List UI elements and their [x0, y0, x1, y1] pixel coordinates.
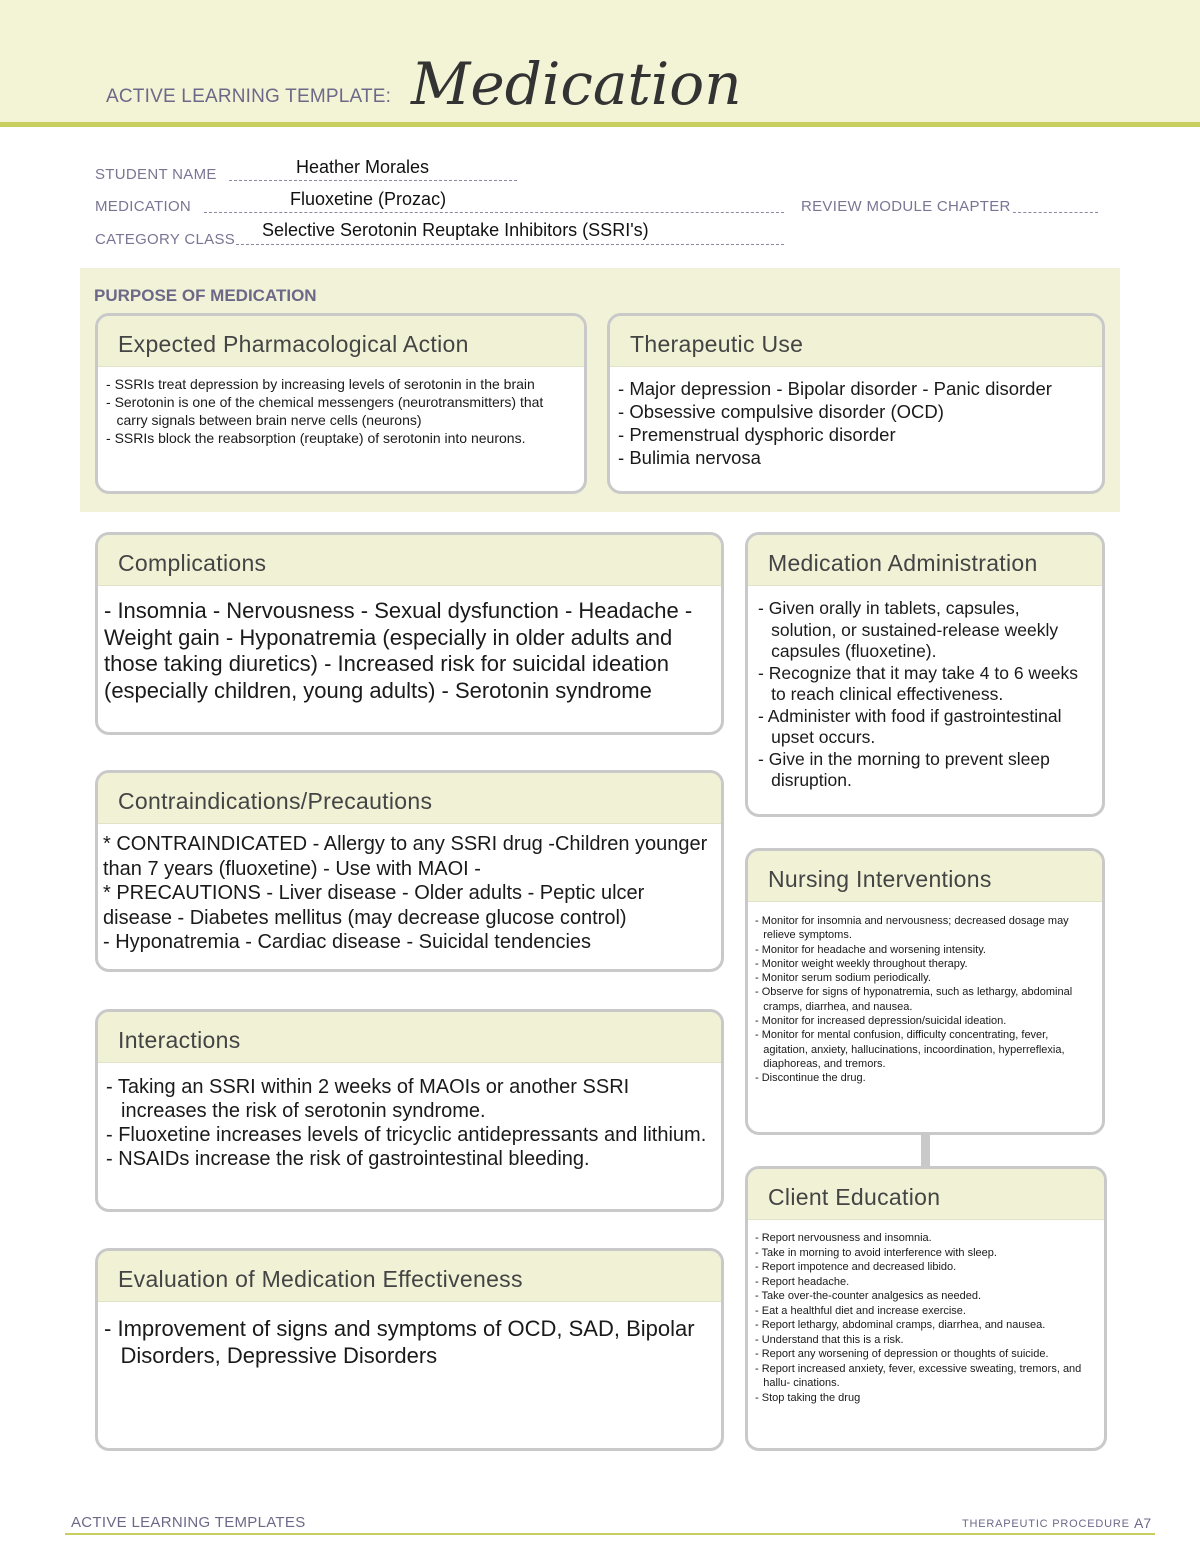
medication-line: [204, 212, 784, 213]
bullet-dash: -: [758, 662, 769, 683]
evaluation-title: Evaluation of Medication Effectiveness: [98, 1251, 721, 1302]
list-item-text: Report any worsening of depression or thoughts of suicide.: [761, 1348, 1049, 1360]
medication-field[interactable]: Fluoxetine (Prozac): [290, 189, 447, 209]
medication-label: MEDICATION: [95, 198, 192, 215]
list-item: [106, 429, 572, 447]
bullet-dash: -: [618, 447, 630, 468]
header-divider: [0, 122, 1200, 127]
list-item: [755, 1347, 1092, 1362]
list-item: [755, 957, 1088, 971]
bullet-dash: -: [618, 424, 630, 445]
expected-title: Expected Pharmacological Action: [98, 316, 584, 367]
list-item-text: Report increased anxiety, fever, excessive sweating, tremors, and hallu- cinations.: [761, 1362, 1082, 1389]
bullet-dash: -: [106, 1124, 119, 1146]
list-item: [755, 1304, 1092, 1319]
list-item: [755, 943, 1088, 957]
list-item: [104, 598, 711, 704]
bullet-dash: -: [106, 376, 115, 392]
purpose-title: PURPOSE OF MEDICATION: [94, 286, 317, 305]
list-item-text: Monitor for increased depression/suicidal ideation.: [761, 1015, 1007, 1028]
nursing-list: [748, 902, 1102, 1086]
list-item-text: Monitor for insomnia and nervousness; decreased dosage may relieve symptoms.: [761, 915, 1069, 942]
footer-left: ACTIVE LEARNING TEMPLATES: [71, 1514, 306, 1531]
list-item-text: * PRECAUTIONS - Liver disease - Older adults - Peptic ulcer disease - Diabetes mellitus (may decrease glucose control): [103, 882, 645, 929]
list-item-text: Take over-the-counter analgesics as needed.: [761, 1290, 982, 1302]
list-item: [755, 1333, 1092, 1348]
bullet-dash: -: [755, 986, 762, 999]
bullet-dash: -: [755, 1261, 762, 1273]
list-item: [755, 1289, 1092, 1304]
education-title: Client Education: [748, 1169, 1104, 1220]
evaluation-list: [98, 1302, 721, 1369]
list-item: [106, 1075, 711, 1123]
bullet-dash: -: [758, 705, 768, 726]
list-item-text: Give in the morning to prevent sleep disruption.: [768, 748, 1050, 790]
contraindications-box: [95, 770, 724, 972]
list-item-text: Monitor for headache and worsening intensity.: [761, 943, 986, 956]
student-name-label: STUDENT NAME: [95, 166, 217, 183]
bullet-dash: -: [106, 1076, 118, 1098]
interactions-box: [95, 1009, 724, 1212]
review-module-field[interactable]: [1013, 212, 1098, 213]
list-item-text: Improvement of signs and symptoms of OCD, SAD, Bipolar Disorders, Depressive Disorders: [117, 1316, 695, 1368]
list-item: [618, 400, 1092, 423]
bullet-dash: -: [755, 1391, 762, 1404]
complications-title: Complications: [98, 535, 721, 586]
list-item: [755, 971, 1088, 985]
list-item-text: Given orally in tablets, capsules, solution, or sustained-release weekly capsules (fluoxetine).: [768, 598, 1059, 661]
bullet-dash: -: [755, 1290, 762, 1302]
list-item: [755, 1246, 1092, 1261]
list-item: [103, 930, 711, 955]
list-item-text: Report headache.: [761, 1275, 850, 1288]
review-module-label: REVIEW MODULE CHAPTER: [801, 198, 1011, 215]
list-item: [618, 377, 1092, 400]
list-item-text: SSRIs block the reabsorption (reuptake) of serotonin into neurons.: [114, 430, 526, 446]
list-item: [104, 1315, 711, 1369]
list-item-text: * CONTRAINDICATED - Allergy to any SSRI drug -Children younger than 7 years (fluoxetine) - Use with MAOI -: [103, 833, 708, 880]
bullet-dash: -: [104, 1316, 118, 1341]
list-item: [618, 446, 1092, 469]
list-item: [618, 423, 1092, 446]
list-item-text: Report lethargy, abdominal cramps, diarrhea, and nausea.: [761, 1319, 1046, 1331]
list-item-text: Fluoxetine increases levels of tricyclic antidepressants and lithium.: [118, 1124, 707, 1146]
list-item-text: Serotonin is one of the chemical messengers (neurotransmitters) that carry signals between brain nerve cells (neurons): [114, 394, 544, 428]
bullet-dash: -: [618, 378, 630, 399]
footer-divider: [65, 1533, 1155, 1535]
bullet-dash: -: [758, 748, 769, 769]
bullet-dash: -: [618, 401, 630, 422]
student-name-line: [229, 180, 517, 181]
list-item-text: Take in morning to avoid interference with sleep.: [761, 1246, 997, 1259]
nursing-interventions-box: [745, 848, 1105, 1135]
bullet-dash: -: [755, 1029, 762, 1042]
student-name-field[interactable]: Heather Morales: [296, 157, 430, 177]
evaluation-box: [95, 1248, 724, 1451]
bullet-dash: -: [106, 1148, 119, 1170]
therapeutic-use-box: [607, 313, 1105, 494]
list-item-text: Taking an SSRI within 2 weeks of MAOIs or another SSRI increases the risk of serotonin syndrome.: [117, 1076, 630, 1122]
bullet-dash: -: [755, 1304, 762, 1317]
page-title: Medication: [411, 50, 742, 118]
bullet-dash: -: [106, 394, 115, 410]
list-item-text: Major depression - Bipolar disorder - Panic disorder: [629, 378, 1052, 399]
list-item: [103, 881, 711, 930]
list-item-text: Recognize that it may take 4 to 6 weeks to reach clinical effectiveness.: [768, 662, 1079, 704]
category-line: [236, 244, 784, 245]
list-item-text: Report nervousness and insomnia.: [761, 1232, 932, 1244]
nursing-title: Nursing Interventions: [748, 851, 1102, 902]
bullet-dash: -: [755, 915, 762, 927]
list-item: [755, 1260, 1092, 1275]
list-item-text: - Insomnia - Nervousness - Sexual dysfunction - Headache - Weight gain - Hyponatremia (especially in older adults and those taking diuretics) - Increased risk for suicidal ideation (especially children, young adults) - Serotonin syndrome: [104, 598, 693, 703]
list-item-text: Eat a healthful diet and increase exercise.: [761, 1304, 966, 1317]
category-class-label: CATEGORY CLASS: [95, 231, 236, 248]
list-item-text: Monitor for mental confusion, difficulty concentrating, fever, agitation, anxiety, hallucinations, incoordination, hyperreflexia, diaphoreas, and tremors.: [761, 1029, 1065, 1070]
bullet-dash: -: [755, 1232, 762, 1244]
list-item-text: Discontinue the drug.: [761, 1072, 866, 1085]
page-number: A7: [1134, 1515, 1152, 1531]
list-item: [758, 663, 1088, 706]
box-connector: [921, 1135, 930, 1166]
list-item-text: Observe for signs of hyponatremia, such as lethargy, abdominal cramps, diarrhea, and nausea.: [761, 986, 1073, 1013]
list-item-text: SSRIs treat depression by increasing levels of serotonin in the brain: [114, 376, 535, 392]
list-item: [755, 1231, 1092, 1246]
list-item-text: Monitor serum sodium periodically.: [761, 972, 931, 985]
list-item: [106, 1123, 711, 1147]
bullet-dash: -: [755, 1362, 762, 1375]
list-item-text: - Hyponatremia - Cardiac disease - Suicidal tendencies: [103, 931, 592, 953]
list-item-text: Monitor weight weekly throughout therapy.: [761, 957, 968, 970]
bullet-dash: -: [755, 1333, 762, 1346]
bullet-dash: -: [755, 1275, 762, 1288]
list-item: [758, 706, 1088, 749]
contraindications-list: [98, 824, 721, 955]
therapeutic-list: [610, 367, 1102, 469]
list-item: [755, 1318, 1092, 1333]
interactions-title: Interactions: [98, 1012, 721, 1063]
bullet-dash: -: [755, 972, 762, 985]
contraindications-title: Contraindications/Precautions: [98, 773, 721, 824]
list-item: [106, 393, 572, 429]
complications-box: [95, 532, 724, 735]
list-item-text: Premenstrual dysphoric disorder: [629, 424, 896, 445]
list-item: [755, 1014, 1088, 1028]
client-education-box: [745, 1166, 1107, 1451]
expected-action-box: [95, 313, 587, 494]
list-item: [755, 1391, 1092, 1406]
list-item-text: Understand that this is a risk.: [761, 1333, 904, 1346]
list-item: [106, 375, 572, 393]
bullet-dash: -: [758, 598, 769, 618]
list-item-text: Stop taking the drug: [761, 1391, 861, 1404]
list-item: [103, 832, 711, 881]
interactions-list: [98, 1063, 721, 1171]
administration-title: Medication Administration: [748, 535, 1102, 586]
bullet-dash: -: [755, 1015, 762, 1028]
therapeutic-title: Therapeutic Use: [610, 316, 1102, 367]
list-item: [755, 1071, 1088, 1085]
list-item: [755, 985, 1088, 1014]
bullet-dash: -: [755, 1072, 762, 1085]
expected-list: [98, 367, 584, 447]
bullet-dash: -: [755, 1246, 762, 1259]
list-item-text: NSAIDs increase the risk of gastrointestinal bleeding.: [118, 1148, 590, 1170]
list-item: [755, 914, 1088, 943]
list-item: [755, 1362, 1092, 1391]
list-item-text: Obsessive compulsive disorder (OCD): [629, 401, 944, 422]
list-item-text: Administer with food if gastrointestinal upset occurs.: [767, 705, 1062, 747]
bullet-dash: -: [755, 1319, 762, 1331]
bullet-dash: -: [106, 430, 115, 446]
footer-section: THERAPEUTIC PROCEDURE: [962, 1518, 1130, 1530]
list-item: [758, 598, 1088, 663]
complications-list: [98, 586, 721, 704]
list-item: [106, 1147, 711, 1171]
list-item-text: Bulimia nervosa: [629, 447, 761, 468]
bullet-dash: -: [755, 1348, 762, 1360]
education-list: [748, 1220, 1104, 1405]
administration-list: [748, 586, 1102, 792]
administration-box: [745, 532, 1105, 817]
category-class-field[interactable]: Selective Serotonin Reuptake Inhibitors (SSRI's): [262, 220, 649, 240]
list-item-text: Report impotence and decreased libido.: [761, 1261, 957, 1273]
template-prefix: ACTIVE LEARNING TEMPLATE:: [106, 86, 392, 107]
list-item: [758, 749, 1088, 792]
list-item: [755, 1275, 1092, 1290]
bullet-dash: -: [755, 943, 762, 956]
bullet-dash: -: [755, 957, 762, 970]
list-item: [755, 1028, 1088, 1071]
